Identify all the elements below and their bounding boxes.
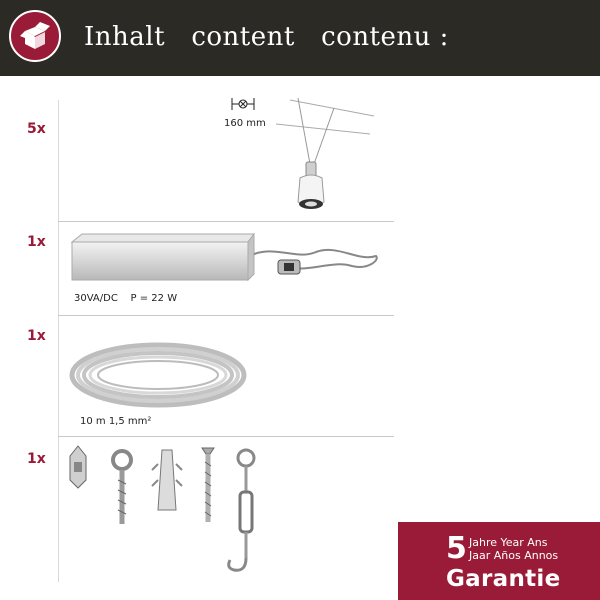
header-bar	[0, 0, 600, 76]
item-count: 1x	[27, 234, 46, 250]
cable-coil-image	[68, 335, 248, 415]
guarantee-line: Jahre Year Ans	[469, 536, 548, 549]
row-divider	[58, 221, 394, 222]
transformer-image	[68, 230, 388, 288]
cable-caption: 10 m 1,5 mm²	[80, 416, 152, 427]
dimension-icon	[228, 96, 258, 112]
item-count: 1x	[27, 451, 46, 467]
cable-spot-lamp-image	[270, 94, 380, 214]
mounting-hardware-image	[66, 440, 286, 580]
guarantee-years: 5	[446, 531, 467, 566]
dimension-caption: 160 mm	[224, 118, 266, 129]
guarantee-label: Garantie	[446, 566, 561, 592]
row-divider	[58, 436, 394, 437]
transformer-caption: 30VA/DC P = 22 W	[74, 293, 178, 304]
box-icon	[9, 10, 61, 62]
page-title: Inhalt content contenu :	[84, 22, 449, 52]
item-count: 1x	[27, 328, 46, 344]
guarantee-badge	[398, 522, 600, 600]
vertical-divider	[58, 100, 59, 582]
item-count: 5x	[27, 121, 46, 137]
row-divider	[58, 315, 394, 316]
guarantee-line: Jaar Años Annos	[469, 549, 559, 562]
